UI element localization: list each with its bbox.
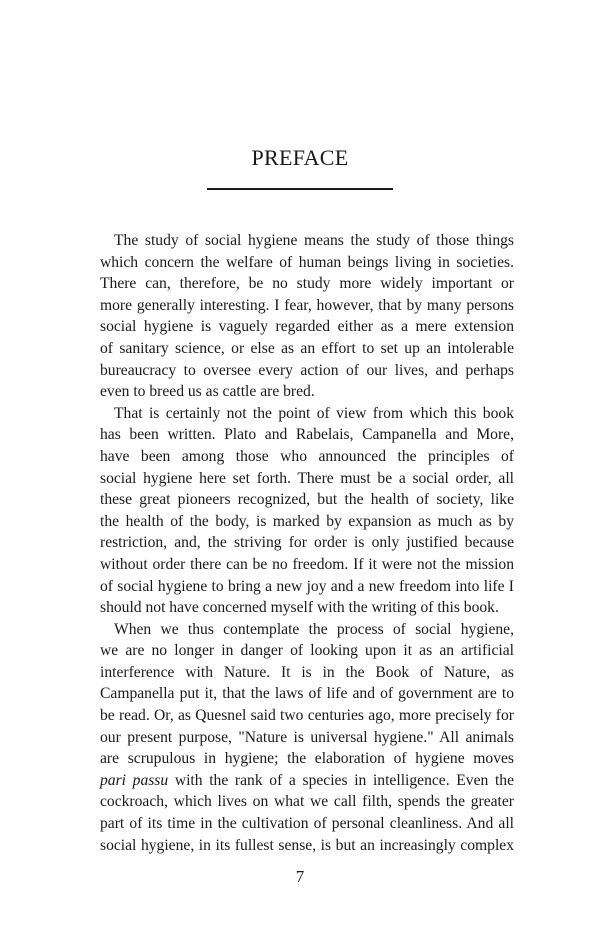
text-line: should not have concerned myself with the writing of this book.	[100, 599, 499, 617]
text-line: restriction, and, the striving for order is only justified because	[100, 534, 514, 552]
body-text	[86, 230, 514, 856]
text-line-italic	[86, 770, 514, 792]
text-line: The study of social hygiene means the study of those things	[114, 232, 514, 249]
text-line: social hygiene here set forth. There must be a social order, all	[100, 469, 514, 487]
page-number: 7	[295, 867, 305, 886]
text-line: are scrupulous in hygiene; the elaboration of hygiene moves	[100, 750, 514, 768]
text-line: That is certainly not the point of view from which this book	[114, 404, 514, 422]
text-line: social hygiene is vaguely regarded either as a mere extension	[100, 318, 514, 336]
italic-phrase: pari passu	[100, 771, 169, 789]
text-line: part of its time in the cultivation of personal cleanliness. And all	[100, 815, 514, 833]
text-line: has been written. Plato and Rabelais, Campanella and More,	[100, 426, 514, 444]
text-line: interference with Nature. It is in the Book of Nature, as	[100, 663, 514, 681]
text-line: bureaucracy to oversee every action of our lives, and perhaps	[100, 361, 514, 379]
paragraph-3	[86, 619, 514, 857]
text-line: have been among those who announced the principles of	[100, 447, 514, 465]
text-line: we are no longer in danger of looking upon it as an artificial	[100, 642, 514, 660]
paragraph-2	[86, 403, 514, 619]
paragraph-1	[86, 230, 514, 403]
chapter-title: PREFACE	[251, 145, 349, 170]
text-line: cockroach, which lives on what we call filth, spends the greater	[100, 793, 514, 811]
text-line: the health of the body, is marked by expansion as much as by	[100, 512, 514, 530]
text-line: When we thus contemplate the process of social hygiene,	[114, 620, 514, 638]
text-line: be read. Or, as Quesnel said two centuries ago, more precisely for	[100, 707, 514, 725]
text-line: without order there can be no freedom. If it were not the mission	[100, 555, 514, 573]
text-line: these great pioneers recognized, but the health of society, like	[100, 491, 514, 509]
text-line: which concern the welfare of human beings living in societies.	[100, 253, 514, 271]
text-line: social hygiene, in its fullest sense, is but an increasingly complex	[100, 836, 514, 854]
text-line: Campanella put it, that the laws of life and of government are to	[100, 685, 514, 703]
title-rule	[207, 188, 393, 190]
text-line: of social hygiene to bring a new joy and a new freedom into life I	[100, 577, 514, 595]
text-line: our present purpose, "Nature is universal hygiene." All animals	[100, 728, 514, 746]
text-line-rest: with the rank of a species in intelligence. Even the	[168, 771, 515, 789]
text-line: even to breed us as cattle are bred.	[100, 383, 315, 401]
text-line: There can, therefore, be no study more widely important or	[100, 275, 514, 293]
text-line: of sanitary science, or else as an effort to set up an intolerable	[100, 339, 514, 357]
text-line: more generally interesting. I fear, however, that by many persons	[100, 296, 514, 314]
